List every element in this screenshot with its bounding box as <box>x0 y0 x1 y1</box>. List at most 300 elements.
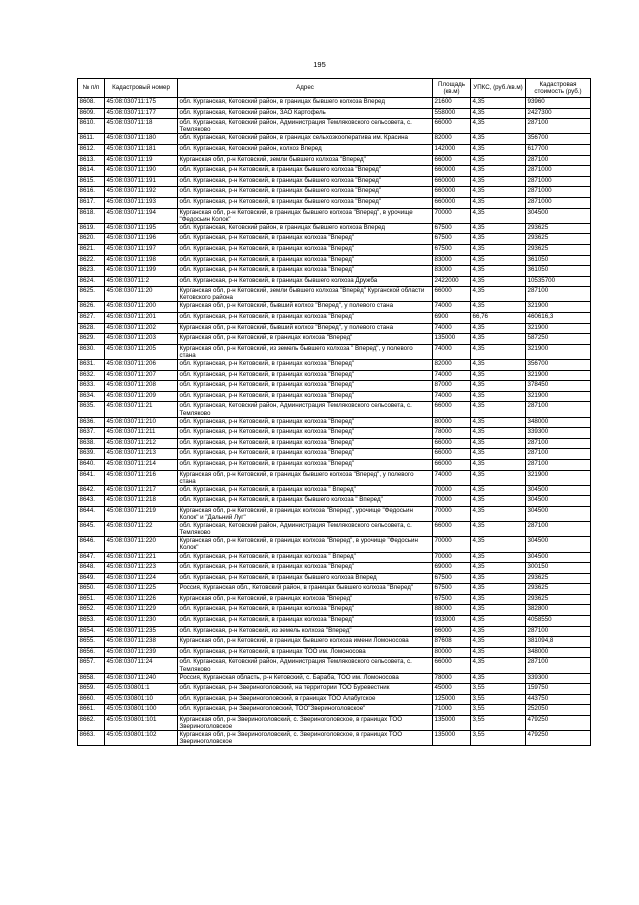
table-row <box>78 255 591 266</box>
area-cell: 67500 <box>433 573 471 584</box>
table-row <box>78 673 591 684</box>
table-header-row <box>78 79 591 98</box>
area-cell: 45000 <box>433 684 471 695</box>
address-cell: обл. Курганская, р-н Кетовский, в границах колхоза "Вперед" <box>178 459 433 470</box>
address-cell: Курганская обл, р-н Кетовский, в границах колхоза "Вперед" <box>178 334 433 345</box>
row-number-cell: 8639. <box>78 449 105 460</box>
column-header-address: Адрес <box>178 79 433 98</box>
upks-cell: 4,35 <box>471 244 526 255</box>
row-number-cell: 8661. <box>78 705 105 716</box>
area-cell: 135000 <box>433 731 471 746</box>
upks-cell: 4,35 <box>471 522 526 537</box>
area-cell: 74000 <box>433 470 471 485</box>
address-cell: обл. Курганская, р-н Кетовский, в границах колхоза "Вперед" <box>178 391 433 402</box>
row-number-cell: 8655. <box>78 637 105 648</box>
cadastral-value-cell: 4058550 <box>526 616 591 627</box>
area-cell: 80000 <box>433 647 471 658</box>
cadastral-number-cell: 45:08:030711:224 <box>105 573 178 584</box>
area-cell: 70000 <box>433 506 471 521</box>
column-header-area: Площадь (кв.м) <box>433 79 471 98</box>
table-row <box>78 197 591 208</box>
address-cell: обл. Курганская, р-н Кетовский, в границах бывшего колхоза "Вперед" <box>178 197 433 208</box>
upks-cell: 4,35 <box>471 108 526 119</box>
table-row <box>78 605 591 616</box>
row-number-cell: 8620. <box>78 234 105 245</box>
area-cell: 66000 <box>433 449 471 460</box>
area-cell: 67500 <box>433 234 471 245</box>
address-cell: Курганская обл, р-н Звериноголовский, с. Звериноголовское, в границах ТОО Звериноголовское <box>178 731 433 746</box>
cadastral-number-cell: 45:08:030711:235 <box>105 626 178 637</box>
address-cell: обл. Курганская, р-н Кетовский, в границах колхоза "Вперед" <box>178 381 433 392</box>
cadastral-value-cell: 378450 <box>526 381 591 392</box>
table-row <box>78 391 591 402</box>
area-cell: 66000 <box>433 402 471 417</box>
cadastral-number-cell: 45:08:030711:197 <box>105 244 178 255</box>
table-row <box>78 381 591 392</box>
address-cell: Курганская обл, р-н Кетовский, в границах бывшего колхоза "Вперед", у полевого стана <box>178 470 433 485</box>
row-number-cell: 8650. <box>78 584 105 595</box>
cadastral-number-cell: 45:08:030711:211 <box>105 428 178 439</box>
cadastral-value-cell: 339300 <box>526 673 591 684</box>
row-number-cell: 8631. <box>78 360 105 371</box>
row-number-cell: 8612. <box>78 144 105 155</box>
cadastral-number-cell: 45:08:030711:196 <box>105 234 178 245</box>
upks-cell: 3,55 <box>471 705 526 716</box>
row-number-cell: 8653. <box>78 616 105 627</box>
cadastral-number-cell: 45:05:030801:10 <box>105 694 178 705</box>
cadastral-value-cell: 304500 <box>526 506 591 521</box>
row-number-cell: 8636. <box>78 417 105 428</box>
cadastral-value-cell: 93960 <box>526 98 591 109</box>
cadastral-value-cell: 361050 <box>526 255 591 266</box>
upks-cell: 4,35 <box>471 381 526 392</box>
table-row <box>78 496 591 507</box>
area-cell: 933000 <box>433 616 471 627</box>
table-row <box>78 731 591 746</box>
address-cell: обл. Курганская, р-н Кетовский, в границах колхоза "Вперед" <box>178 449 433 460</box>
row-number-cell: 8632. <box>78 370 105 381</box>
area-cell: 82000 <box>433 134 471 145</box>
area-cell: 21600 <box>433 98 471 109</box>
table-row <box>78 108 591 119</box>
address-cell: обл. Курганская, р-н Кетовский, в границах колхоза "Вперед" <box>178 563 433 574</box>
row-number-cell: 8643. <box>78 496 105 507</box>
cadastral-value-cell: 617700 <box>526 144 591 155</box>
address-cell: обл. Курганская, р-н Кетовский, в границах ТОО им. Ломоносова <box>178 647 433 658</box>
upks-cell: 4,35 <box>471 658 526 673</box>
cadastral-number-cell: 45:08:030711:223 <box>105 563 178 574</box>
upks-cell: 4,35 <box>471 552 526 563</box>
cadastral-value-cell: 321900 <box>526 302 591 313</box>
table-row <box>78 323 591 334</box>
address-cell: обл. Курганская, Кетовский район, Администрация Темляковского сельсовета, с. Темляково <box>178 658 433 673</box>
row-number-cell: 8634. <box>78 391 105 402</box>
upks-cell: 4,35 <box>471 344 526 359</box>
upks-cell: 4,35 <box>471 594 526 605</box>
area-cell: 66000 <box>433 626 471 637</box>
upks-cell: 4,35 <box>471 323 526 334</box>
table-row <box>78 563 591 574</box>
cadastral-number-cell: 45:08:030711:192 <box>105 187 178 198</box>
area-cell: 74000 <box>433 391 471 402</box>
area-cell: 67500 <box>433 594 471 605</box>
area-cell: 87000 <box>433 381 471 392</box>
table-row <box>78 402 591 417</box>
table-row <box>78 119 591 134</box>
cadastral-value-cell: 159750 <box>526 684 591 695</box>
cadastral-number-cell: 45:08:030711:21 <box>105 402 178 417</box>
row-number-cell: 8647. <box>78 552 105 563</box>
upks-cell: 4,35 <box>471 166 526 177</box>
cadastral-value-cell: 479250 <box>526 716 591 731</box>
area-cell: 74000 <box>433 370 471 381</box>
table-row <box>78 370 591 381</box>
area-cell: 87608 <box>433 637 471 648</box>
upks-cell: 4,35 <box>471 584 526 595</box>
cadastral-value-cell: 304500 <box>526 208 591 223</box>
cadastral-number-cell: 45:08:030711:201 <box>105 313 178 324</box>
address-cell: обл. Курганская, р-н Звериноголовский, на территории ТОО Буревестник <box>178 684 433 695</box>
upks-cell: 4,35 <box>471 302 526 313</box>
cadastral-number-cell: 45:08:030711:206 <box>105 360 178 371</box>
cadastral-number-cell: 45:08:030711:226 <box>105 594 178 605</box>
upks-cell: 4,35 <box>471 208 526 223</box>
cadastral-value-cell: 460616,3 <box>526 313 591 324</box>
area-cell: 66000 <box>433 459 471 470</box>
cadastral-value-cell: 287100 <box>526 438 591 449</box>
row-number-cell: 8651. <box>78 594 105 605</box>
upks-cell: 4,35 <box>471 459 526 470</box>
cadastral-number-cell: 45:08:030711:214 <box>105 459 178 470</box>
row-number-cell: 8644. <box>78 506 105 521</box>
cadastral-number-cell: 45:08:030711:181 <box>105 144 178 155</box>
upks-cell: 4,35 <box>471 647 526 658</box>
address-cell: обл. Курганская, р-н Кетовский, в границах колхоза "Вперед" <box>178 360 433 371</box>
table-row <box>78 428 591 439</box>
upks-cell: 4,35 <box>471 485 526 496</box>
area-cell: 67500 <box>433 244 471 255</box>
cadastral-value-cell: 287100 <box>526 119 591 134</box>
table-row <box>78 276 591 287</box>
cadastral-value-cell: 287100 <box>526 459 591 470</box>
table-row <box>78 485 591 496</box>
cadastral-value-cell: 287100 <box>526 522 591 537</box>
row-number-cell: 8654. <box>78 626 105 637</box>
cadastral-value-cell: 287100 <box>526 287 591 302</box>
address-cell: Курганская обл, р-н Кетовский, в границах колхоза "Вперед", в урочище "Федосьин Колок" <box>178 537 433 552</box>
cadastral-number-cell: 45:08:030711:202 <box>105 323 178 334</box>
address-cell: Курганская обл, р-н Кетовский, в границах бывшего колхоза имени Ломоносова <box>178 637 433 648</box>
table-row <box>78 459 591 470</box>
column-header-cadastral-number: Кадастровый номер <box>105 79 178 98</box>
column-header-number: № п/п <box>78 79 105 98</box>
area-cell: 78000 <box>433 673 471 684</box>
cadastral-number-cell: 45:08:030711:238 <box>105 637 178 648</box>
upks-cell: 4,35 <box>471 334 526 345</box>
cadastral-number-cell: 45:05:030801:1 <box>105 684 178 695</box>
area-cell: 66000 <box>433 658 471 673</box>
row-number-cell: 8659. <box>78 684 105 695</box>
row-number-cell: 8662. <box>78 716 105 731</box>
cadastral-value-cell: 287100 <box>526 402 591 417</box>
cadastral-number-cell: 45:08:030711:198 <box>105 255 178 266</box>
address-cell: обл. Курганская, р-н Кетовский, в границах бывшего колхоза "Вперед" <box>178 176 433 187</box>
cadastral-number-cell: 45:08:030711:218 <box>105 496 178 507</box>
upks-cell: 4,35 <box>471 537 526 552</box>
row-number-cell: 8657. <box>78 658 105 673</box>
address-cell: обл. Курганская, р-н Кетовский, в границах колхоза "Вперед" <box>178 266 433 277</box>
upks-cell: 4,35 <box>471 187 526 198</box>
cadastral-number-cell: 45:05:030801:101 <box>105 716 178 731</box>
cadastral-number-cell: 45:08:030711:199 <box>105 266 178 277</box>
upks-cell: 4,35 <box>471 391 526 402</box>
table-row <box>78 522 591 537</box>
cadastral-value-cell: 339300 <box>526 428 591 439</box>
area-cell: 70000 <box>433 496 471 507</box>
cadastral-value-cell: 356700 <box>526 360 591 371</box>
area-cell: 660000 <box>433 187 471 198</box>
cadastral-number-cell: 45:08:030711:195 <box>105 223 178 234</box>
address-cell: обл. Курганская, Кетовский район, Администрация Темляковского сельсовета, с. Темляково <box>178 522 433 537</box>
area-cell: 70000 <box>433 552 471 563</box>
address-cell: обл. Курганская, р-н Кетовский, в границах бывшего колхоза Вперед <box>178 573 433 584</box>
table-row <box>78 705 591 716</box>
row-number-cell: 8648. <box>78 563 105 574</box>
address-cell: обл. Курганская, р-н Звериноголовский, в границах ТОО Алабугское <box>178 694 433 705</box>
upks-cell: 4,35 <box>471 616 526 627</box>
upks-cell: 4,35 <box>471 255 526 266</box>
table-row <box>78 537 591 552</box>
row-number-cell: 8656. <box>78 647 105 658</box>
upks-cell: 4,35 <box>471 417 526 428</box>
area-cell: 70000 <box>433 208 471 223</box>
upks-cell: 4,35 <box>471 144 526 155</box>
address-cell: Курганская обл, р-н Кетовский, в границах колхоза "Вперед", урочище "Федосьин Колок" и "Дальний Луг" <box>178 506 433 521</box>
cadastral-number-cell: 45:08:030711:220 <box>105 537 178 552</box>
area-cell: 125000 <box>433 694 471 705</box>
cadastral-number-cell: 45:08:030711:203 <box>105 334 178 345</box>
cadastral-value-cell: 348000 <box>526 417 591 428</box>
row-number-cell: 8610. <box>78 119 105 134</box>
cadastral-value-cell: 443750 <box>526 694 591 705</box>
address-cell: обл. Курганская, р-н Кетовский, в границах колхоза " Вперед" <box>178 552 433 563</box>
cadastral-value-cell: 293625 <box>526 244 591 255</box>
cadastral-number-cell: 45:08:030711:221 <box>105 552 178 563</box>
cadastral-value-cell: 321900 <box>526 470 591 485</box>
cadastral-value-cell: 2871000 <box>526 176 591 187</box>
cadastral-number-cell: 45:08:030711:229 <box>105 605 178 616</box>
area-cell: 74000 <box>433 323 471 334</box>
table-row <box>78 417 591 428</box>
table-row <box>78 506 591 521</box>
address-cell: обл. Курганская, р-н Кетовский, в границах колхоза "Вперед" <box>178 234 433 245</box>
upks-cell: 4,35 <box>471 360 526 371</box>
row-number-cell: 8623. <box>78 266 105 277</box>
table-row <box>78 626 591 637</box>
address-cell: обл. Курганская, р-н Кетовский, в границах бывшего колхоза " Вперед" <box>178 496 433 507</box>
upks-cell: 3,55 <box>471 684 526 695</box>
area-cell: 67500 <box>433 223 471 234</box>
cadastral-number-cell: 45:08:030711:205 <box>105 344 178 359</box>
address-cell: Россия, Курганская обл., Кетовский район, в границах бывшего колхоза "Вперед" <box>178 584 433 595</box>
upks-cell: 4,35 <box>471 470 526 485</box>
row-number-cell: 8630. <box>78 344 105 359</box>
upks-cell: 4,35 <box>471 605 526 616</box>
table-row <box>78 313 591 324</box>
table-row <box>78 208 591 223</box>
area-cell: 135000 <box>433 716 471 731</box>
address-cell: Курганская обл, р-н Кетовский, в границах колхоза "Вперед" <box>178 594 433 605</box>
cadastral-value-cell: 356700 <box>526 134 591 145</box>
row-number-cell: 8649. <box>78 573 105 584</box>
address-cell: обл. Курганская, Кетовский район, ЗАО Картофель <box>178 108 433 119</box>
upks-cell: 4,35 <box>471 197 526 208</box>
cadastral-number-cell: 45:08:030711:200 <box>105 302 178 313</box>
area-cell: 135000 <box>433 334 471 345</box>
table-row <box>78 334 591 345</box>
address-cell: Курганская обл, р-н Кетовский, земли бывшего колхоза "Вперед" <box>178 155 433 166</box>
upks-cell: 4,35 <box>471 287 526 302</box>
row-number-cell: 8614. <box>78 166 105 177</box>
row-number-cell: 8660. <box>78 694 105 705</box>
row-number-cell: 8611. <box>78 134 105 145</box>
area-cell: 142000 <box>433 144 471 155</box>
table-row <box>78 637 591 648</box>
area-cell: 660000 <box>433 176 471 187</box>
cadastral-value-cell: 321900 <box>526 370 591 381</box>
cadastral-value-cell: 2871000 <box>526 166 591 177</box>
address-cell: обл. Курганская, р-н Кетовский, в границах колхоза "Вперед" <box>178 417 433 428</box>
cadastral-value-cell: 2871000 <box>526 197 591 208</box>
upks-cell: 4,35 <box>471 573 526 584</box>
area-cell: 83000 <box>433 255 471 266</box>
upks-cell: 4,35 <box>471 563 526 574</box>
table-row <box>78 98 591 109</box>
area-cell: 66000 <box>433 119 471 134</box>
upks-cell: 4,35 <box>471 626 526 637</box>
upks-cell: 4,35 <box>471 438 526 449</box>
table-row <box>78 287 591 302</box>
table-row <box>78 187 591 198</box>
table-row <box>78 694 591 705</box>
upks-cell: 3,55 <box>471 731 526 746</box>
address-cell: обл. Курганская, Кетовский район, Администрация Темляковского сельсовета, с. Темляково <box>178 402 433 417</box>
row-number-cell: 8641. <box>78 470 105 485</box>
address-cell: обл. Курганская, р-н Кетовский, в границах колхоза "Вперед" <box>178 313 433 324</box>
cadastral-number-cell: 45:08:030711:180 <box>105 134 178 145</box>
address-cell: обл. Курганская, р-н Звериноголовский, ТОО"Звериноголовское" <box>178 705 433 716</box>
area-cell: 80000 <box>433 417 471 428</box>
cadastral-value-cell: 287100 <box>526 155 591 166</box>
cadastral-value-cell: 304500 <box>526 552 591 563</box>
area-cell: 2422000 <box>433 276 471 287</box>
cadastral-value-cell: 293625 <box>526 234 591 245</box>
area-cell: 66000 <box>433 287 471 302</box>
upks-cell: 4,35 <box>471 428 526 439</box>
row-number-cell: 8629. <box>78 334 105 345</box>
area-cell: 70000 <box>433 537 471 552</box>
cadastral-value-cell: 304500 <box>526 537 591 552</box>
address-cell: обл. Курганская, р-н Кетовский, в границах колхоза "Вперед" <box>178 428 433 439</box>
cadastral-number-cell: 45:08:030711:240 <box>105 673 178 684</box>
cadastral-number-cell: 45:08:030711:175 <box>105 98 178 109</box>
row-number-cell: 8613. <box>78 155 105 166</box>
address-cell: Россия, Курганская область, р-н Кетовский, с. Барабa, ТОО им. Ломоносова <box>178 673 433 684</box>
area-cell: 660000 <box>433 197 471 208</box>
row-number-cell: 8609. <box>78 108 105 119</box>
area-cell: 66000 <box>433 155 471 166</box>
row-number-cell: 8615. <box>78 176 105 187</box>
address-cell: Курганская обл, р-н Звериноголовский, с. Звериноголовское, в границах ТОО Звериноголовское <box>178 716 433 731</box>
upks-cell: 4,35 <box>471 449 526 460</box>
address-cell: обл. Курганская, р-н Кетовский, из земель колхоза "Вперед" <box>178 626 433 637</box>
upks-cell: 4,35 <box>471 673 526 684</box>
table-row <box>78 552 591 563</box>
row-number-cell: 8622. <box>78 255 105 266</box>
area-cell: 66000 <box>433 522 471 537</box>
table-row <box>78 616 591 627</box>
area-cell: 74000 <box>433 344 471 359</box>
cadastral-number-cell: 45:08:030711:19 <box>105 155 178 166</box>
table-row <box>78 449 591 460</box>
table-row <box>78 716 591 731</box>
cadastral-value-cell: 2427300 <box>526 108 591 119</box>
area-cell: 78000 <box>433 428 471 439</box>
table-row <box>78 594 591 605</box>
cadastral-table <box>77 78 591 746</box>
address-cell: Курганская обл, р-н Кетовский, из земель бывшего колхоза " Вперед", у полевого стана <box>178 344 433 359</box>
address-cell: обл. Курганская, р-н Кетовский, в границах бывшего колхоза "Вперед" <box>178 187 433 198</box>
address-cell: обл. Курганская, Кетовский район, в границах бывшего колхоза Вперед <box>178 223 433 234</box>
area-cell: 70000 <box>433 485 471 496</box>
cadastral-value-cell: 381094,8 <box>526 637 591 648</box>
address-cell: обл. Курганская, р-н Кетовский, в границах колхоза "Вперед" <box>178 616 433 627</box>
table-row <box>78 166 591 177</box>
cadastral-value-cell: 293625 <box>526 223 591 234</box>
cadastral-number-cell: 45:08:030711:20 <box>105 287 178 302</box>
cadastral-value-cell: 293625 <box>526 584 591 595</box>
cadastral-value-cell: 587250 <box>526 334 591 345</box>
table-row <box>78 573 591 584</box>
cadastral-value-cell: 382800 <box>526 605 591 616</box>
address-cell: Курганская обл, р-н Кетовский, бывший колхоз "Вперед", у полевого стана <box>178 302 433 313</box>
cadastral-number-cell: 45:08:030711:216 <box>105 470 178 485</box>
table-row <box>78 658 591 673</box>
cadastral-number-cell: 45:08:030711:190 <box>105 166 178 177</box>
cadastral-value-cell: 300150 <box>526 563 591 574</box>
area-cell: 69000 <box>433 563 471 574</box>
table-row <box>78 584 591 595</box>
cadastral-number-cell: 45:08:030711:22 <box>105 522 178 537</box>
address-cell: обл. Курганская, р-н Кетовский, в границах колхоза " Вперед" <box>178 485 433 496</box>
cadastral-value-cell: 287100 <box>526 449 591 460</box>
cadastral-number-cell: 45:08:030711:212 <box>105 438 178 449</box>
upks-cell: 4,35 <box>471 155 526 166</box>
area-cell: 74000 <box>433 302 471 313</box>
address-cell: Курганская обл, р-н Кетовский, в границах бывшего колхоза "Вперед", в урочище "Федосьин Колок" <box>178 208 433 223</box>
cadastral-value-cell: 293625 <box>526 573 591 584</box>
address-cell: Курганская обл, р-н Кетовский, бывший колхоз "Вперед", у полевого стана <box>178 323 433 334</box>
cadastral-number-cell: 45:08:030711:24 <box>105 658 178 673</box>
row-number-cell: 8625. <box>78 287 105 302</box>
area-cell: 66000 <box>433 438 471 449</box>
cadastral-number-cell: 45:08:030711:225 <box>105 584 178 595</box>
upks-cell: 4,35 <box>471 506 526 521</box>
cadastral-value-cell: 304500 <box>526 496 591 507</box>
table-row <box>78 266 591 277</box>
cadastral-value-cell: 287100 <box>526 626 591 637</box>
row-number-cell: 8618. <box>78 208 105 223</box>
